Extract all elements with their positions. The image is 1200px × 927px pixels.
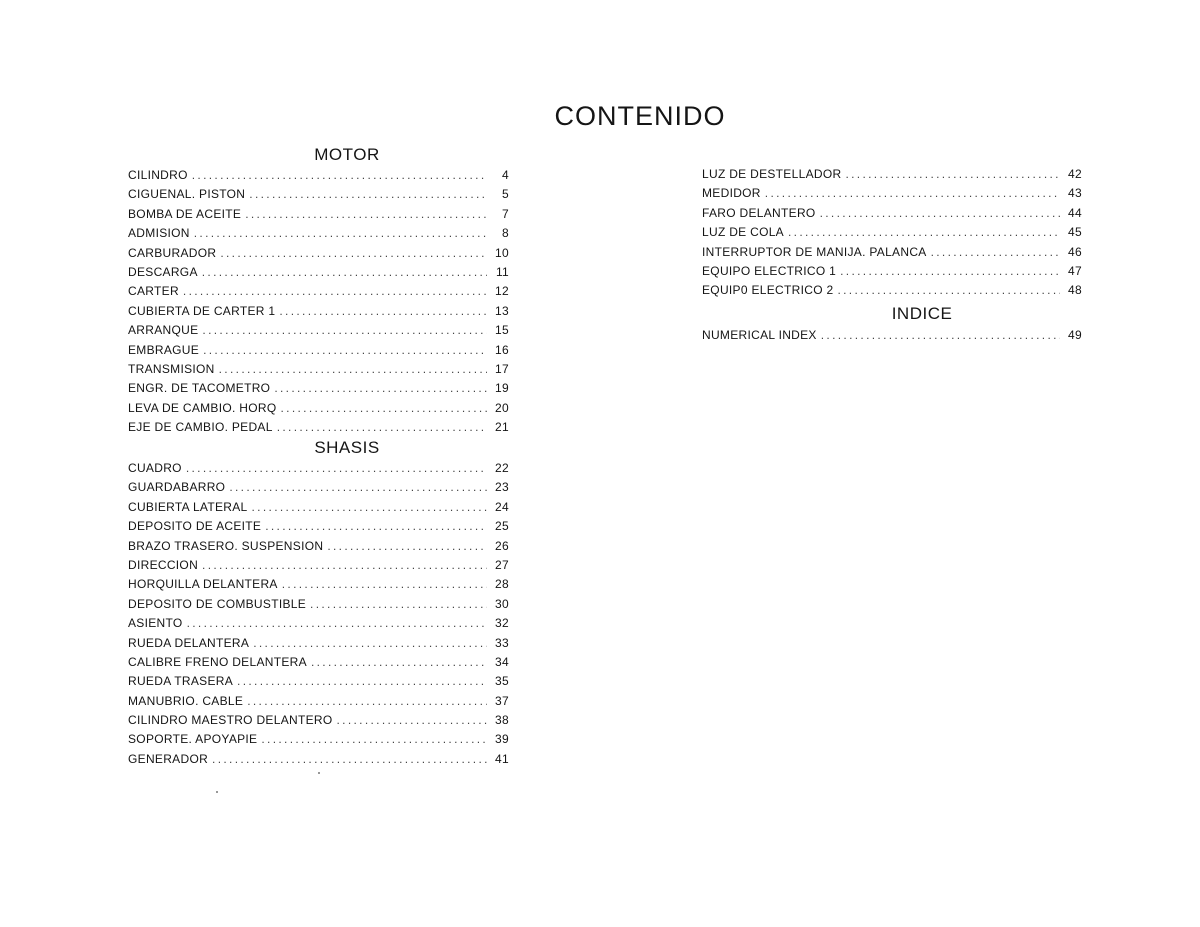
toc-entry-title: FARO DELANTERO [702, 205, 816, 220]
toc-entry-page: 33 [495, 635, 509, 650]
toc-entry [128, 362, 509, 381]
toc-entry-title: ASIENTO [128, 616, 183, 631]
dot-leader [337, 713, 488, 727]
toc-entry-title: INTERRUPTOR DE MANIJA. PALANCA [702, 244, 927, 259]
toc-entry-page: 42 [1068, 167, 1082, 181]
toc-entry-title: GENERADOR [128, 751, 209, 766]
toc-entry [702, 225, 1082, 244]
toc-entry [128, 674, 509, 693]
dot-leader [187, 616, 487, 630]
toc-entry-title: MEDIDOR [702, 186, 761, 201]
toc-entry-title: NUMERICAL INDEX [702, 328, 817, 342]
dot-leader [247, 694, 487, 708]
dot-leader [245, 207, 487, 221]
toc-entry [128, 577, 509, 596]
toc-entry-page: 16 [495, 342, 509, 357]
toc-entry [128, 168, 509, 187]
toc-entry-page: 35 [495, 674, 509, 689]
dot-leader [237, 674, 487, 688]
dot-leader [212, 752, 487, 766]
dot-leader [186, 461, 487, 475]
section-heading-motor: MOTOR [314, 145, 380, 164]
toc-entry-title: LEVA DE CAMBIO. HORQ [128, 400, 277, 415]
dot-leader [192, 168, 487, 182]
toc-entry [128, 187, 509, 206]
toc-entry-page: 41 [495, 751, 509, 766]
toc-entry [128, 381, 509, 400]
toc-entry-page: 11 [495, 264, 509, 279]
toc-entry-page: 30 [495, 596, 509, 611]
toc-entry [702, 328, 1082, 347]
toc-entry-title: CARTER [128, 284, 179, 299]
dot-leader [821, 328, 1060, 342]
toc-entry-title: ARRANQUE [128, 323, 199, 338]
toc-entry-page: 19 [495, 381, 509, 396]
toc-entry-title: CARBURADOR [128, 245, 217, 260]
dot-leader [194, 226, 487, 240]
dot-leader [280, 401, 487, 415]
toc-entry-page: 26 [495, 538, 509, 553]
toc-entry-title: CUBIERTA DE CARTER 1 [128, 303, 276, 318]
toc-entry-title: CIGUENAL. PISTON [128, 187, 246, 202]
dot-leader [229, 480, 487, 494]
toc-entry-title: CILINDRO MAESTRO DELANTERO [128, 713, 333, 728]
toc-entry [128, 616, 509, 635]
toc-entry [128, 655, 509, 674]
toc-entry-page: 7 [502, 206, 509, 221]
toc-entry-title: MANUBRIO. CABLE [128, 693, 244, 708]
toc-entry-page: 24 [495, 499, 509, 514]
toc-entry-page: 46 [1068, 244, 1082, 259]
toc-entry [128, 480, 509, 499]
page-title: CONTENIDO [554, 101, 726, 131]
toc-entry [128, 636, 509, 655]
toc-entry [128, 461, 509, 480]
toc-entry-title: GUARDABARRO [128, 480, 226, 495]
dot-leader [183, 284, 487, 298]
toc-entry [128, 343, 509, 362]
toc-entry-page: 8 [502, 226, 509, 241]
toc-entry-page: 43 [1068, 186, 1082, 201]
toc-entry-title: CUBIERTA LATERAL [128, 499, 248, 514]
toc-entry [128, 226, 509, 245]
dot-leader [202, 323, 487, 337]
section-heading-shasis: SHASIS [314, 438, 380, 457]
toc-entry-page: 45 [1068, 225, 1082, 240]
dot-leader [274, 381, 487, 395]
toc-entry [128, 265, 509, 284]
toc-entry-title: TRANSMISION [128, 361, 215, 376]
toc-entry-page: 15 [495, 323, 509, 338]
toc-entry [702, 283, 1082, 302]
toc-entry [128, 519, 509, 538]
toc-entry [128, 558, 509, 577]
dot-leader [252, 500, 487, 514]
dot-leader [788, 225, 1060, 239]
toc-entry-page: 32 [495, 616, 509, 631]
toc-entry-page: 21 [495, 420, 509, 435]
toc-entry-title: HORQUILLA DELANTERA [128, 577, 278, 592]
toc-list-indice [702, 328, 1082, 347]
dot-leader [311, 655, 487, 669]
dot-leader [765, 186, 1060, 200]
toc-entry-title: BOMBA DE ACEITE [128, 206, 242, 221]
dot-leader [202, 265, 487, 279]
dot-leader [265, 519, 487, 533]
dot-leader [220, 246, 487, 260]
dot-leader [253, 636, 487, 650]
toc-entry [128, 420, 509, 439]
toc-entry-title: SOPORTE. APOYAPIE [128, 732, 258, 747]
toc-entry [128, 694, 509, 713]
toc-entry-title: LUZ DE DESTELLADOR [702, 167, 842, 181]
dot-leader [840, 264, 1060, 278]
toc-list-motor [128, 168, 509, 439]
toc-entry-title: DESCARGA [128, 264, 198, 279]
toc-entry [128, 284, 509, 303]
dot-leader [277, 420, 487, 434]
toc-entry [128, 752, 509, 771]
toc-entry [702, 264, 1082, 283]
dot-leader [837, 283, 1060, 297]
toc-entry-page: 25 [495, 519, 509, 534]
toc-entry [128, 500, 509, 519]
scan-speck [216, 791, 218, 793]
toc-entry-page: 44 [1068, 205, 1082, 220]
dot-leader [820, 206, 1060, 220]
toc-entry-page: 48 [1068, 283, 1082, 298]
toc-entry-title: EJE DE CAMBIO. PEDAL [128, 420, 273, 435]
toc-entry [128, 597, 509, 616]
toc-entry-title: DIRECCION [128, 557, 199, 572]
toc-entry-page: 22 [495, 461, 509, 475]
toc-entry-title: CALIBRE FRENO DELANTERA [128, 654, 307, 669]
toc-entry-page: 39 [495, 732, 509, 747]
dot-leader [282, 577, 487, 591]
toc-entry-page: 17 [495, 361, 509, 376]
toc-entry-page: 20 [495, 400, 509, 415]
scan-speck [318, 772, 320, 774]
toc-entry-page: 10 [495, 245, 509, 260]
toc-entry-title: CILINDRO [128, 168, 188, 182]
toc-entry-title: EQUIPO ELECTRICO 1 [702, 263, 837, 278]
toc-entry-title: RUEDA DELANTERA [128, 635, 250, 650]
toc-entry [128, 401, 509, 420]
dot-leader [845, 167, 1060, 181]
section-heading-indice: INDICE [891, 304, 953, 323]
toc-entry-page: 27 [495, 557, 509, 572]
dot-leader [249, 187, 487, 201]
toc-entry-page: 13 [495, 303, 509, 318]
dot-leader [219, 362, 487, 376]
toc-list-shasis [128, 461, 509, 771]
toc-entry-page: 28 [495, 577, 509, 592]
toc-entry-title: ENGR. DE TACOMETRO [128, 381, 271, 396]
dot-leader [310, 597, 487, 611]
toc-entry-page: 49 [1068, 328, 1082, 342]
toc-entry-page: 34 [495, 654, 509, 669]
toc-entry-title: BRAZO TRASERO. SUSPENSION [128, 538, 324, 553]
dot-leader [327, 539, 487, 553]
toc-entry-title: DEPOSITO DE COMBUSTIBLE [128, 596, 307, 611]
toc-entry-title: DEPOSITO DE ACEITE [128, 519, 262, 534]
toc-entry [128, 732, 509, 751]
toc-entry [702, 186, 1082, 205]
toc-entry-page: 37 [495, 693, 509, 708]
toc-list-electrical [702, 167, 1082, 303]
toc-entry-title: CUADRO [128, 461, 182, 475]
toc-entry-title: RUEDA TRASERA [128, 674, 234, 689]
toc-entry [702, 167, 1082, 186]
toc-entry [702, 245, 1082, 264]
toc-entry-page: 12 [495, 284, 509, 299]
dot-leader [261, 732, 487, 746]
toc-entry [128, 246, 509, 265]
toc-entry [128, 207, 509, 226]
toc-entry-page: 38 [495, 713, 509, 728]
toc-entry-page: 23 [495, 480, 509, 495]
toc-entry-title: LUZ DE COLA [702, 225, 784, 240]
toc-entry-page: 4 [502, 168, 509, 182]
toc-entry [128, 323, 509, 342]
dot-leader [931, 245, 1060, 259]
dot-leader [202, 558, 487, 572]
toc-entry-title: EQUIP0 ELECTRICO 2 [702, 283, 834, 298]
toc-entry [702, 206, 1082, 225]
toc-entry [128, 713, 509, 732]
toc-entry-page: 5 [502, 187, 509, 202]
dot-leader [203, 343, 487, 357]
toc-entry [128, 539, 509, 558]
toc-entry-title: EMBRAGUE [128, 342, 200, 357]
toc-entry-title: ADMISION [128, 226, 190, 241]
dot-leader [279, 304, 487, 318]
toc-entry-page: 47 [1068, 263, 1082, 278]
toc-entry [128, 304, 509, 323]
